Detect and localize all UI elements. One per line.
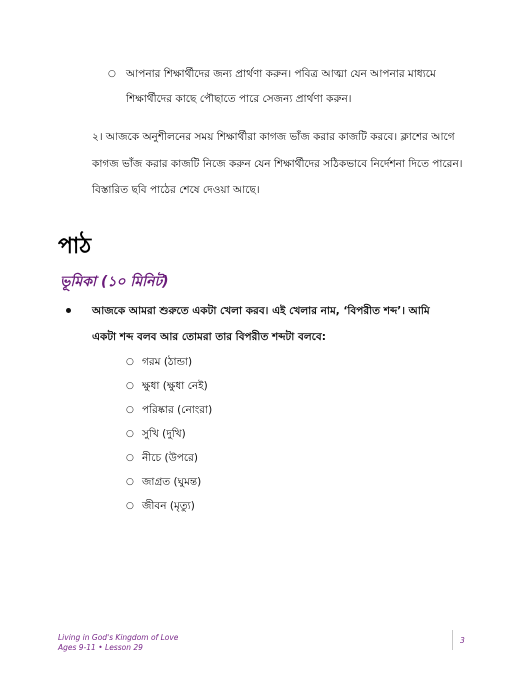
subsection-heading: ভূমিকা (১০ মিনিট) bbox=[60, 274, 169, 290]
intro-sub-bullet bbox=[108, 67, 116, 82]
circle-bullet-icon: ○ bbox=[126, 501, 134, 511]
circle-bullet-icon: ○ bbox=[126, 357, 134, 367]
word-pair-text: ক্ষুধা (ক্ষুধা নেই) bbox=[142, 380, 208, 392]
section-heading: পাঠ bbox=[58, 234, 92, 259]
intro-line-1: আপনার শিক্ষার্থীদের জন্য প্রার্থণা করুন। পবিত্র আত্মা যেন আপনার মাধ্যমে bbox=[126, 68, 436, 80]
footer-subtitle: Ages 9-11 • Lesson 29 bbox=[58, 643, 143, 652]
main-bullet-line-1: আজকে আমরা শুরুতে একটা খেলা করব। এই খেলার নাম, ‘বিপরীত শব্দ’। আমি bbox=[92, 305, 430, 317]
footer-course-info bbox=[58, 633, 178, 653]
word-pair-text: গরম (ঠান্ডা) bbox=[142, 356, 193, 368]
word-pair-text: সুখি (দুখি) bbox=[142, 428, 186, 440]
paragraph-line-2: কাগজ ভাঁজ করার কাজটি নিজে করুন যেন শিক্ষার্থীদের সঠিকভাবে নির্দেশনা দিতে পারেন। bbox=[92, 158, 463, 170]
word-pair-text: জীবন (মৃত্যু) bbox=[142, 500, 195, 512]
list-item bbox=[126, 499, 195, 514]
word-pair-text: জাগ্রত (ঘুমন্ত) bbox=[142, 476, 202, 488]
circle-bullet-icon: ○ bbox=[126, 405, 134, 415]
intro-line-2: শিক্ষার্থীদের কাছে পৌছাতে পারে সেজন্য প্রার্থণা করুন। bbox=[126, 93, 352, 105]
circle-bullet-icon: ○ bbox=[126, 453, 134, 463]
list-item bbox=[126, 379, 208, 394]
list-item bbox=[126, 427, 186, 442]
disc-bullet-icon bbox=[66, 308, 71, 313]
circle-bullet-icon: ○ bbox=[126, 381, 134, 391]
footer-divider bbox=[452, 630, 453, 650]
main-bullet-line-2: একটা শব্দ বলব আর তোমরা তার বিপরীত শব্দটা বলবে: bbox=[92, 331, 326, 343]
list-item bbox=[126, 355, 192, 370]
list-item bbox=[126, 403, 212, 418]
footer-title: Living in God's Kingdom of Love bbox=[58, 633, 179, 642]
page-number: 3 bbox=[460, 636, 465, 645]
list-item bbox=[126, 451, 198, 466]
list-item bbox=[126, 475, 201, 490]
circle-bullet-icon: ○ bbox=[108, 69, 116, 79]
circle-bullet-icon: ○ bbox=[126, 477, 134, 487]
circle-bullet-icon: ○ bbox=[126, 429, 134, 439]
word-pair-text: পরিষ্কার (নোংরা) bbox=[142, 404, 213, 416]
paragraph-line-3: বিস্তারিত ছবি পাঠের শেষে দেওয়া আছে। bbox=[92, 184, 260, 196]
word-pair-text: নীচে (উপরে) bbox=[142, 452, 198, 464]
paragraph-line-1: ২। আজকে অনুশীলনের সময় শিক্ষার্থীরা কাগজ ভাঁজ করার কাজটি করবে। ক্লাশের আগে bbox=[92, 131, 455, 143]
